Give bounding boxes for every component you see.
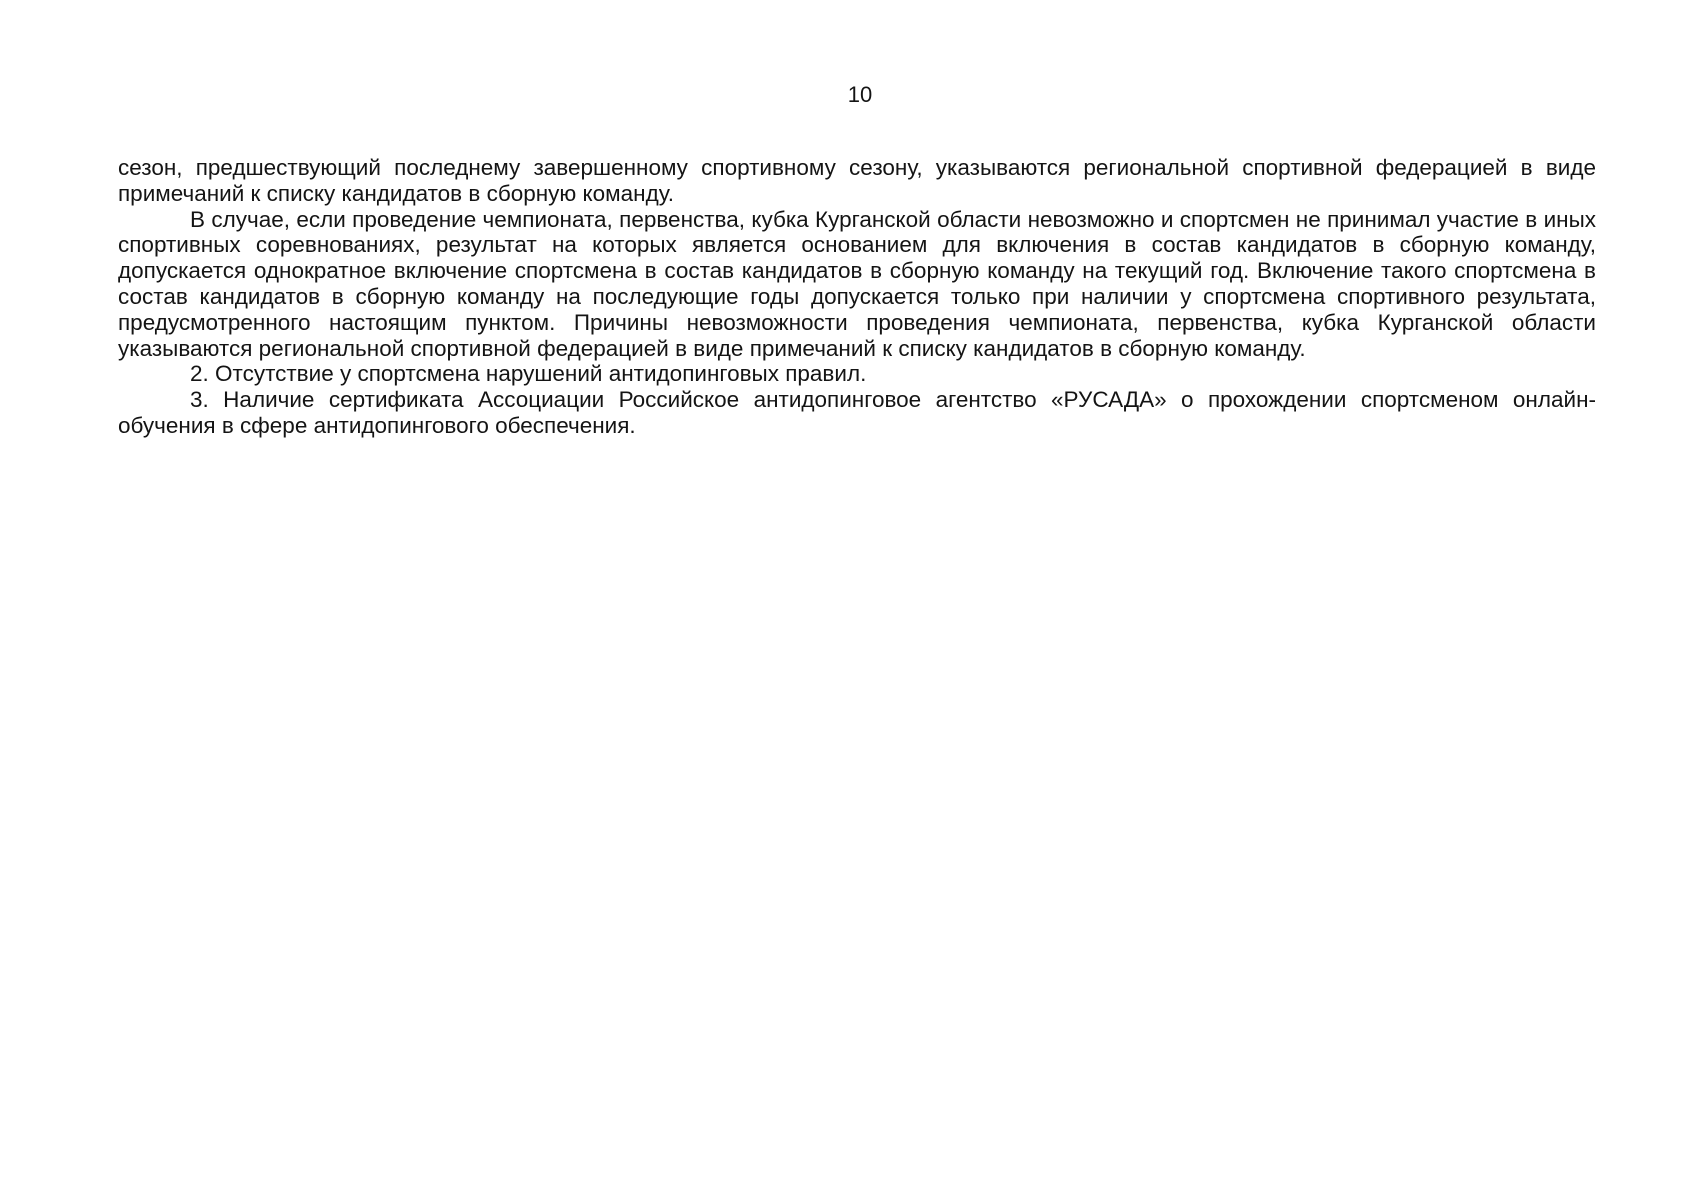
document-body [118,155,1596,439]
paragraph-item-3: 3. Наличие сертификата Ассоциации Российское антидопинговое агентство «РУСАДА» о прохождении спортсменом онлайн-обучения в сфере антидопингового обеспечения. [118,387,1596,438]
paragraph-continuation: сезон, предшествующий последнему завершенному спортивному сезону, указываются региональной спортивной федерацией в виде примечаний к списку кандидатов в сборную команду. [118,155,1596,206]
paragraph-exception-case: В случае, если проведение чемпионата, первенства, кубка Курганской области невозможно и спортсмен не принимал участие в иных спортивных соревнованиях, результат на которых является основанием для включения в состав кандидатов в сборную команду, допускается однократное включение спортсмена в состав кандидатов в сборную команду на текущий год. Включение такого спортсмена в состав кандидатов в сборную команду на последующие годы допускается только при наличии у спортсмена спортивного результата, предусмотренного настоящим пунктом. Причины невозможности проведения чемпионата, первенства, кубка Курганской области указываются региональной спортивной федерацией в виде примечаний к списку кандидатов в сборную команду. [118,206,1596,361]
page-number: 10 [847,82,873,107]
paragraph-item-2: 2. Отсутствие у спортсмена нарушений антидопинговых правил. [190,361,867,387]
